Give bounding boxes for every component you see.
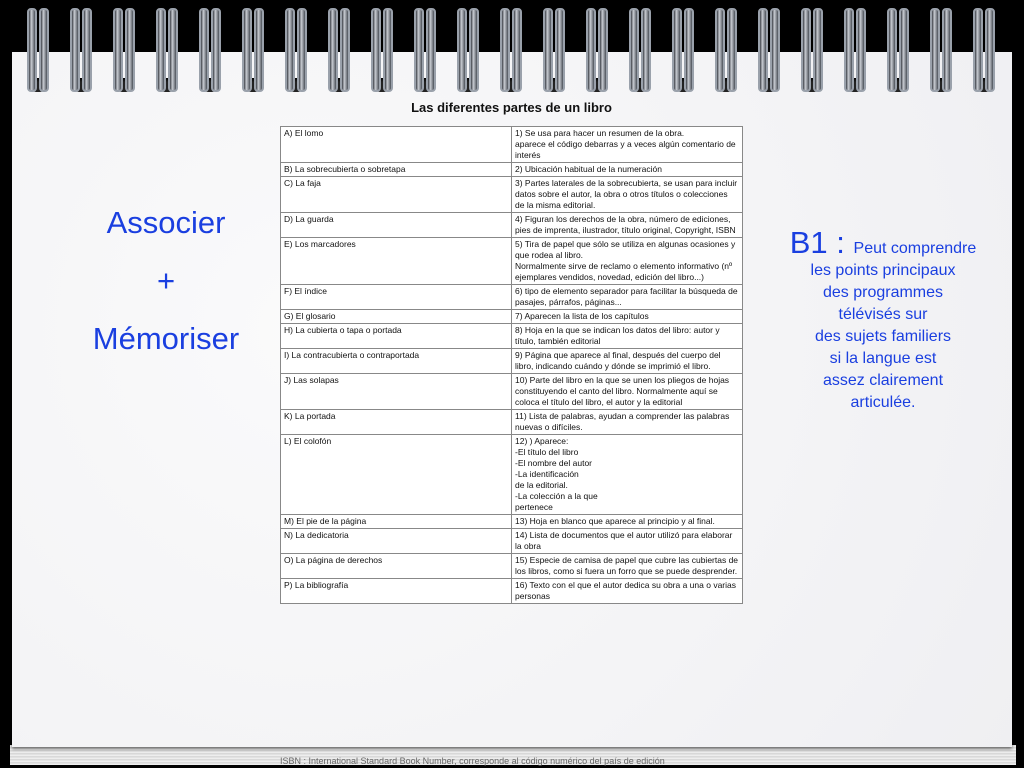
level-heading: [770, 225, 996, 260]
spiral-binding: [0, 0, 1024, 100]
book-part-cell: E) Los marcadores: [281, 238, 512, 285]
level-line: assez clairement: [822, 372, 944, 389]
table-row: [281, 410, 743, 435]
definition-cell: 6) tipo de elemento separador para facilitar la búsqueda de pasajes, párrafos, páginas...: [512, 285, 743, 310]
binding-ring: [456, 8, 480, 94]
table-row: [281, 324, 743, 349]
binding-ring: [198, 8, 222, 94]
book-part-cell: N) La dedicatoria: [281, 529, 512, 554]
binding-ring: [327, 8, 351, 94]
book-part-cell: P) La bibliografía: [281, 579, 512, 604]
definition-cell: 4) Figuran los derechos de la obra, número de ediciones, pies de imprenta, ilustrador, título original, Copyright, ISBN: [512, 213, 743, 238]
table-row: [281, 213, 743, 238]
level-colon: :: [827, 225, 854, 260]
book-part-cell: A) El lomo: [281, 127, 512, 163]
instruction-associer: Associer: [106, 205, 226, 240]
table-row: [281, 579, 743, 604]
definition-cell: 3) Partes laterales de la sobrecubierta, se usan para incluir datos sobre el autor, la obra o otros títulos o colecciones de la misma editorial.: [512, 177, 743, 213]
binding-ring: [585, 8, 609, 94]
table-row: [281, 310, 743, 324]
binding-ring: [714, 8, 738, 94]
book-parts-table: [280, 126, 743, 604]
level-line: télévisés sur: [838, 306, 928, 323]
binding-ring: [241, 8, 265, 94]
level-line: les points principaux: [810, 262, 956, 279]
document-title: Las diferentes partes de un libro: [411, 100, 612, 115]
binding-ring: [843, 8, 867, 94]
definition-cell: 15) Especie de camisa de papel que cubre las cubiertas de los libros, como si fuera un forro que se puede desprender.: [512, 554, 743, 579]
definition-cell: 11) Lista de palabras, ayudan a comprender las palabras nuevas o difíciles.: [512, 410, 743, 435]
binding-ring: [972, 8, 996, 94]
binding-ring: [26, 8, 50, 94]
book-part-cell: B) La sobrecubierta o sobretapa: [281, 163, 512, 177]
table-row: [281, 238, 743, 285]
level-line: si la langue est: [829, 350, 937, 367]
book-part-cell: C) La faja: [281, 177, 512, 213]
binding-ring: [800, 8, 824, 94]
definition-cell: 12) ) Aparece: -El título del libro -El nombre del autor -La identificación de la editorial. -La colección a la que pertenece: [512, 435, 743, 515]
definition-cell: 1) Se usa para hacer un resumen de la obra. aparece el código debarras y a veces algún comentario de interés: [512, 127, 743, 163]
book-part-cell: I) La contracubierta o contraportada: [281, 349, 512, 374]
book-part-cell: K) La portada: [281, 410, 512, 435]
instruction-plus: +: [156, 263, 176, 298]
level-label: B1: [789, 225, 828, 260]
table-row: [281, 554, 743, 579]
binding-ring: [628, 8, 652, 94]
binding-ring: [112, 8, 136, 94]
binding-ring: [671, 8, 695, 94]
table-row: [281, 374, 743, 410]
table-row: [281, 529, 743, 554]
binding-ring: [413, 8, 437, 94]
table-row: [281, 285, 743, 310]
book-part-cell: L) El colofón: [281, 435, 512, 515]
binding-ring: [69, 8, 93, 94]
definition-cell: 9) Página que aparece al final, después del cuerpo del libro, indicando cuándo y dónde se imprimió el libro.: [512, 349, 743, 374]
definition-cell: 5) Tira de papel que sólo se utiliza en algunas ocasiones y que rodea al libro. Normalmente sirve de reclamo o elemento informativo (nº ejemplares vendidos, novedad, edición del libro...): [512, 238, 743, 285]
definition-cell: 10) Parte del libro en la que se unen los pliegos de hojas constituyendo el canto del libro. Normalmente aquí se coloca el título del libro, el autor y la editorial: [512, 374, 743, 410]
book-part-cell: O) La página de derechos: [281, 554, 512, 579]
level-line: des sujets familiers: [814, 328, 952, 345]
definition-cell: 16) Texto con el que el autor dedica su obra a una o varias personas: [512, 579, 743, 604]
table-row: [281, 127, 743, 163]
level-line: des programmes: [822, 284, 944, 301]
table-row: [281, 163, 743, 177]
table-row: [281, 515, 743, 529]
book-part-cell: M) El pie de la página: [281, 515, 512, 529]
binding-ring: [929, 8, 953, 94]
binding-ring: [499, 8, 523, 94]
book-part-cell: G) El glosario: [281, 310, 512, 324]
binding-ring: [370, 8, 394, 94]
binding-ring: [886, 8, 910, 94]
book-part-cell: D) La guarda: [281, 213, 512, 238]
binding-ring: [542, 8, 566, 94]
definition-cell: 14) Lista de documentos que el autor utilizó para elaborar la obra: [512, 529, 743, 554]
table-row: [281, 435, 743, 515]
level-line: articulée.: [850, 394, 916, 411]
book-part-cell: H) La cubierta o tapa o portada: [281, 324, 512, 349]
table-row: [281, 349, 743, 374]
binding-ring: [757, 8, 781, 94]
level-first-line: Peut comprendre: [853, 240, 977, 257]
binding-ring: [155, 8, 179, 94]
footer-note: ISBN : International Standard Book Number, corresponde al código numérico del país de edición: [280, 756, 665, 766]
instruction-memoriser: Mémoriser: [92, 321, 240, 356]
definition-cell: 2) Ubicación habitual de la numeración: [512, 163, 743, 177]
level-descriptor: [770, 225, 996, 414]
table-row: [281, 177, 743, 213]
instruction-block: [66, 194, 266, 368]
definition-cell: 8) Hoja en la que se indican los datos del libro: autor y título, también editorial: [512, 324, 743, 349]
book-part-cell: F) El índice: [281, 285, 512, 310]
definition-cell: 13) Hoja en blanco que aparece al principio y al final.: [512, 515, 743, 529]
binding-ring: [284, 8, 308, 94]
definition-cell: 7) Aparecen la lista de los capítulos: [512, 310, 743, 324]
book-part-cell: J) Las solapas: [281, 374, 512, 410]
